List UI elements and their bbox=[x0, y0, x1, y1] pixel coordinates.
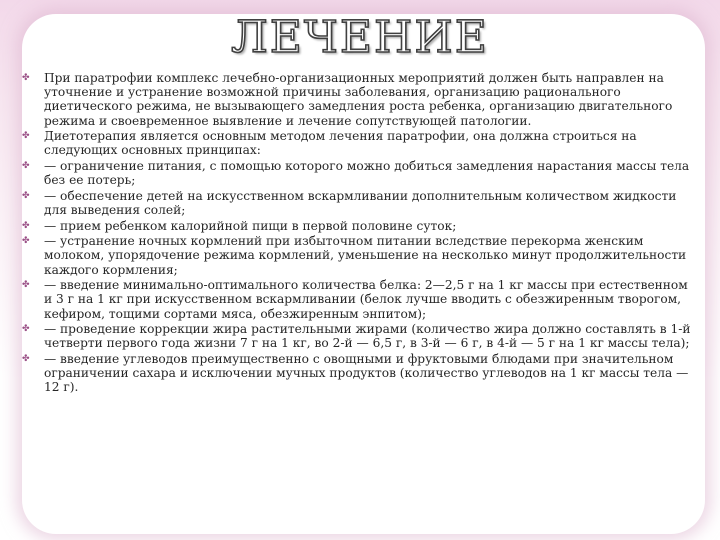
list-item bbox=[22, 159, 698, 187]
list-item-text: При паратрофии комплекс лечебно-организационных мероприятий должен быть направлен на уточнение и устранение возможной причины заболевания, организацию рационального диетического режима, не вызывающего замедления роста ребенка, организацию двигательного режима и своевременное выявление и лечение сопутствующей патологии. bbox=[44, 71, 673, 128]
list-item-text: — введение минимально-оптимального количества белка: 2—2,5 г на 1 кг массы при естественном и 3 г на 1 кг при искусственном вскармливании (белок лучше вводить с обезжиренным творогом, кефиром, тощими сортами мяса, обезжиренным энпитом); bbox=[44, 278, 688, 321]
list-item-text: — обеспечение детей на искусственном вскармливании дополнительным количеством жидкости для выведения солей; bbox=[44, 188, 677, 217]
list-item bbox=[22, 219, 698, 233]
pinwheel-bullet-icon: ✤ bbox=[22, 161, 30, 171]
list-item-text: — прием ребенком калорийной пищи в первой половине суток; bbox=[44, 218, 457, 233]
list-item bbox=[22, 278, 698, 321]
list-item bbox=[22, 352, 698, 395]
pinwheel-bullet-icon: ✤ bbox=[22, 353, 30, 364]
pinwheel-bullet-icon: ✤ bbox=[22, 220, 30, 231]
list-item-text: — проведение коррекции жира растительными жирами (количество жира должно составлять в 1-й четверти первого года жизни 7 г на 1 кг, во 2-й — 6,5 г, в 3-й — 6 г, в 4-й — 5 г на 1 кг массы тела); bbox=[44, 322, 691, 351]
pinwheel-bullet-icon: ✤ bbox=[22, 131, 30, 142]
list-item-text: — устранение ночных кормлений при избыточном питании вследствие перекорма женским молоком, упорядочение режима кормлений, уменьшение на несколько минут продолжительности каждого кормления; bbox=[44, 234, 687, 277]
list-item bbox=[22, 234, 698, 277]
pinwheel-bullet-icon: ✤ bbox=[22, 236, 30, 247]
list-item bbox=[22, 129, 698, 157]
pinwheel-bullet-icon: ✤ bbox=[22, 280, 30, 291]
list-item-text: — ограничение питания, с помощью которого можно добиться замедления нарастания массы тела без ее потерь; bbox=[44, 159, 690, 188]
list-item bbox=[22, 189, 698, 217]
list-item bbox=[22, 322, 698, 350]
list-item bbox=[22, 71, 698, 128]
pinwheel-bullet-icon: ✤ bbox=[22, 324, 30, 335]
slide-title: ЛЕЧЕНИЕ bbox=[231, 12, 489, 63]
bullet-list bbox=[22, 71, 698, 396]
pinwheel-bullet-icon: ✤ bbox=[22, 73, 30, 83]
pinwheel-bullet-icon: ✤ bbox=[22, 190, 30, 201]
list-item-text: Диетотерапия является основным методом лечения паратрофии, она должна строиться на следующих основных принципах: bbox=[44, 129, 637, 158]
list-item-text: — введение углеводов преимущественно с овощными и фруктовыми блюдами при значительном ограничении сахара и исключении мучных продуктов (количество углеводов на 1 кг массы тела — 12 г). bbox=[44, 351, 689, 395]
